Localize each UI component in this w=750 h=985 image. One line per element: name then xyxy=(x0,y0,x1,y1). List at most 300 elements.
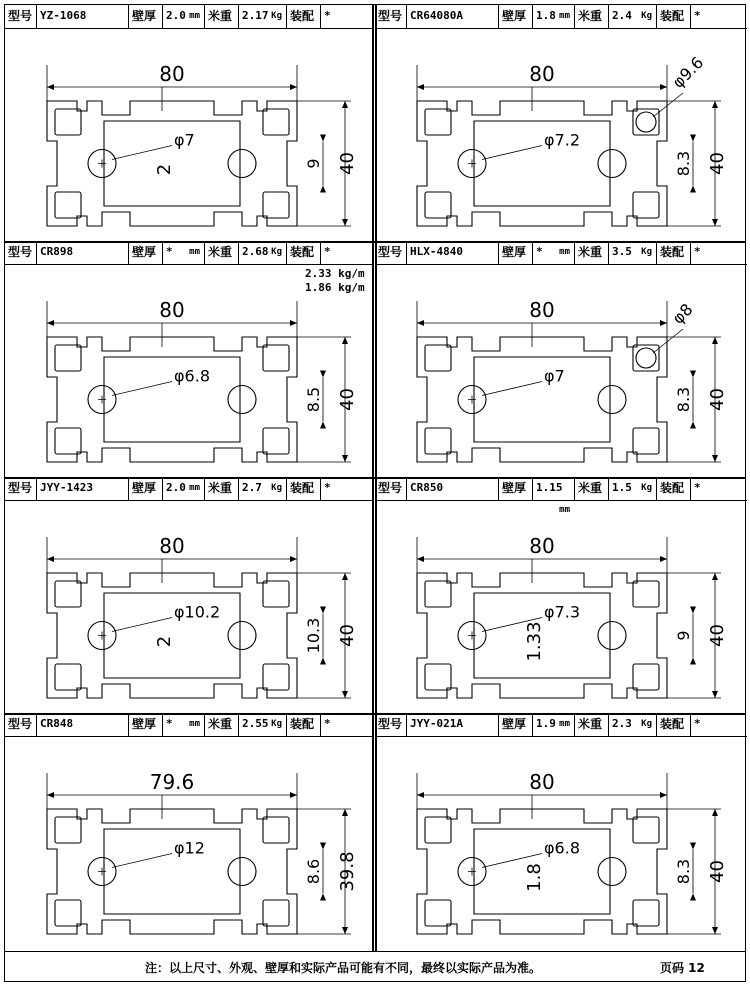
assembly-label-text: 装配 xyxy=(290,245,315,259)
weight-value xyxy=(609,241,657,264)
wall-dimension: 1.33 xyxy=(524,621,545,662)
drawing-area xyxy=(375,29,747,241)
weight-label xyxy=(575,477,609,500)
weight-label-text: 米重 xyxy=(208,717,233,731)
weight-value xyxy=(609,713,657,736)
unit-label: Kg xyxy=(641,483,652,493)
model-label xyxy=(375,241,407,264)
hole-leader xyxy=(112,146,172,160)
assembly-value-text: * xyxy=(694,717,701,730)
weight-label xyxy=(205,241,239,264)
center-mark xyxy=(98,632,106,640)
profile-cell xyxy=(5,477,372,713)
wall-value-text: 1.8 xyxy=(536,9,556,22)
assembly-value xyxy=(691,5,747,28)
unit-label: mm xyxy=(189,11,200,21)
slot-dimension: 8.3 xyxy=(674,386,693,413)
drawing-area xyxy=(375,737,747,951)
corner-cavity xyxy=(633,817,659,843)
assembly-value xyxy=(691,241,747,264)
assembly-value-text: * xyxy=(694,9,701,22)
model-value xyxy=(37,713,129,736)
wall-value-text: 2.0 xyxy=(166,481,186,494)
weight-label-text: 米重 xyxy=(578,9,603,23)
profile-svg xyxy=(375,737,747,951)
profile-drawing xyxy=(47,62,358,226)
assembly-value-text: * xyxy=(324,481,331,494)
hole-dimension: φ7 xyxy=(174,130,195,150)
height-dimension: 40 xyxy=(707,624,728,647)
unit-label: Kg xyxy=(271,719,282,729)
corner-hole xyxy=(636,348,656,368)
corner-cavity xyxy=(263,428,289,454)
unit-label: Kg xyxy=(641,11,652,21)
wall-label xyxy=(499,241,533,264)
center-cavity xyxy=(474,121,610,206)
corner-cavity xyxy=(263,817,289,843)
slot-dimension: 8.5 xyxy=(304,386,323,413)
corner-cavity xyxy=(263,109,289,135)
profile-header xyxy=(375,477,747,515)
wall-value xyxy=(533,713,575,736)
width-dimension: 80 xyxy=(159,534,185,558)
center-mark xyxy=(468,632,476,640)
corner-cavity xyxy=(425,664,451,690)
profile-header xyxy=(5,713,372,737)
profile-svg xyxy=(375,29,747,241)
width-dimension: 80 xyxy=(529,534,555,558)
unit-label: mm xyxy=(559,719,570,729)
wall-value-text: 1.15 xyxy=(536,481,563,494)
profile-svg xyxy=(375,501,747,713)
drawing-area xyxy=(5,29,372,241)
profile-outline xyxy=(47,809,297,934)
model-value xyxy=(37,5,129,28)
wall-label-text: 壁厚 xyxy=(132,481,157,495)
model-label xyxy=(375,713,407,736)
model-value-text: JYY-021A xyxy=(410,717,463,730)
slot-dimension: 9 xyxy=(304,158,323,169)
weight-value-text: 2.7 xyxy=(242,481,262,494)
corner-cavity xyxy=(425,109,451,135)
weight-value xyxy=(609,477,657,500)
footer-note: 注：以上尺寸、外观、壁厚和实际产品可能有不同，最终以实际产品为准。 xyxy=(145,961,542,975)
profile-drawing xyxy=(47,770,358,934)
wall-value-text: 1.9 xyxy=(536,717,556,730)
model-label-text: 型号 xyxy=(8,717,33,731)
hole-dimension: φ6.8 xyxy=(174,366,210,386)
assembly-label xyxy=(657,713,691,736)
weight-value-text: 2.17 xyxy=(242,9,269,22)
column-divider xyxy=(375,5,377,951)
wall-value-text: 2.0 xyxy=(166,9,186,22)
model-value-text: CR898 xyxy=(40,245,74,258)
weight-value-text: 3.5 xyxy=(612,245,632,258)
assembly-value xyxy=(691,713,747,736)
corner-cavity xyxy=(425,428,451,454)
drawing-area xyxy=(375,265,747,477)
weight-label-text: 米重 xyxy=(578,717,603,731)
model-label-text: 型号 xyxy=(378,717,403,731)
profile-header xyxy=(375,241,747,265)
profile-outline xyxy=(47,337,297,462)
weight-label xyxy=(205,477,239,500)
wall-label-text: 壁厚 xyxy=(132,717,157,731)
assembly-value xyxy=(691,477,747,500)
wall-dimension: 2 xyxy=(154,163,175,176)
screw-hole xyxy=(598,858,626,886)
height-dimension: 39.8 xyxy=(337,851,358,892)
model-value xyxy=(407,5,499,28)
screw-hole xyxy=(228,386,256,414)
corner-cavity xyxy=(633,345,659,371)
corner-cavity xyxy=(263,900,289,926)
corner-cavity xyxy=(425,192,451,218)
wall-label-text: 壁厚 xyxy=(502,717,527,731)
page-number: 页码 12 xyxy=(660,961,705,975)
footer xyxy=(5,951,745,981)
profile-drawing xyxy=(417,534,728,698)
corner-cavity xyxy=(633,664,659,690)
weight-value xyxy=(239,241,287,264)
corner-cavity xyxy=(55,428,81,454)
corner-cavity xyxy=(425,345,451,371)
wall-value xyxy=(163,241,205,264)
slot-dimension: 10.3 xyxy=(304,617,323,654)
height-dimension: 40 xyxy=(337,388,358,411)
column-divider xyxy=(372,5,374,951)
drawing-area xyxy=(5,737,372,951)
alt-weights xyxy=(305,267,365,295)
assembly-label-text: 装配 xyxy=(660,245,685,259)
model-value xyxy=(407,241,499,264)
wall-label xyxy=(129,713,163,736)
wall-value-text: * xyxy=(536,245,543,258)
center-mark xyxy=(468,160,476,168)
model-label-text: 型号 xyxy=(378,245,403,259)
assembly-label xyxy=(657,241,691,264)
weight-label xyxy=(205,5,239,28)
hole-dimension: φ7 xyxy=(544,366,565,386)
width-dimension: 80 xyxy=(529,298,555,322)
assembly-label xyxy=(287,241,321,264)
corner-cavity xyxy=(55,581,81,607)
corner-cavity xyxy=(633,428,659,454)
height-dimension: 40 xyxy=(337,624,358,647)
profile-svg xyxy=(5,501,372,713)
corner-cavity xyxy=(425,900,451,926)
weight-label xyxy=(575,5,609,28)
wall-label-text: 壁厚 xyxy=(502,9,527,23)
center-mark xyxy=(468,868,476,876)
weight-label xyxy=(575,713,609,736)
slot-dimension: 8.6 xyxy=(304,858,323,885)
wall-label xyxy=(129,241,163,264)
weight-label-text: 米重 xyxy=(208,481,233,495)
wall-label-text: 壁厚 xyxy=(502,481,527,495)
hole-dimension: φ10.2 xyxy=(174,602,221,622)
screw-hole xyxy=(228,622,256,650)
center-cavity xyxy=(104,121,240,206)
model-value xyxy=(37,241,129,264)
center-cavity xyxy=(104,357,240,442)
assembly-value-text: * xyxy=(694,245,701,258)
corner-hole-leader xyxy=(653,93,683,117)
weight-value-text: 2.4 xyxy=(612,9,632,22)
profile-cell xyxy=(375,5,747,241)
corner-cavity xyxy=(55,345,81,371)
center-mark xyxy=(98,160,106,168)
weight-value xyxy=(239,477,287,500)
model-label xyxy=(375,477,407,500)
width-dimension: 79.6 xyxy=(149,770,195,794)
slot-dimension: 8.3 xyxy=(674,150,693,177)
model-value-text: JYY-1423 xyxy=(40,481,93,494)
assembly-label xyxy=(287,477,321,500)
model-label xyxy=(5,477,37,500)
height-dimension: 40 xyxy=(707,388,728,411)
profile-header xyxy=(375,5,747,29)
assembly-label-text: 装配 xyxy=(290,9,315,23)
wall-label-text: 壁厚 xyxy=(132,245,157,259)
profile-outline xyxy=(417,337,667,462)
weight-value xyxy=(239,5,287,28)
profile-outline xyxy=(417,101,667,226)
alt-weight: 2.33 kg/m xyxy=(305,267,365,280)
unit-label: mm xyxy=(189,247,200,257)
screw-hole xyxy=(598,386,626,414)
hole-leader xyxy=(112,382,172,396)
screw-hole xyxy=(598,150,626,178)
profile-drawing xyxy=(417,53,728,226)
slot-dimension: 8.3 xyxy=(674,858,693,885)
assembly-label-text: 装配 xyxy=(290,717,315,731)
weight-label-text: 米重 xyxy=(578,481,603,495)
model-label-text: 型号 xyxy=(8,481,33,495)
corner-cavity xyxy=(263,581,289,607)
wall-value xyxy=(163,713,205,736)
corner-cavity xyxy=(633,581,659,607)
wall-value xyxy=(533,241,575,264)
corner-cavity xyxy=(633,109,659,135)
center-mark xyxy=(98,396,106,404)
model-value-text: YZ-1068 xyxy=(40,9,87,22)
alt-weight: 1.86 kg/m xyxy=(305,281,365,294)
weight-value-text: 2.3 xyxy=(612,717,632,730)
model-label xyxy=(5,241,37,264)
wall-value xyxy=(533,5,575,28)
profile-outline xyxy=(47,573,297,698)
assembly-value-text: * xyxy=(694,481,701,494)
width-dimension: 80 xyxy=(529,62,555,86)
unit-label: Kg xyxy=(641,247,652,257)
wall-label xyxy=(499,5,533,28)
hole-dimension: φ7.2 xyxy=(544,130,580,150)
wall-dimension: 2 xyxy=(154,635,175,648)
hole-leader xyxy=(112,618,172,632)
assembly-value xyxy=(321,241,372,264)
catalog-sheet xyxy=(4,4,746,982)
assembly-value xyxy=(321,477,372,500)
profile-svg xyxy=(375,265,747,477)
profile-drawing xyxy=(47,298,358,462)
profile-header xyxy=(5,477,372,501)
profile-drawing xyxy=(417,770,728,934)
profile-drawing xyxy=(47,534,358,698)
slot-dimension: 9 xyxy=(674,630,693,641)
assembly-label-text: 装配 xyxy=(290,481,315,495)
wall-label-text: 壁厚 xyxy=(132,9,157,23)
wall-value-text: * xyxy=(166,717,173,730)
wall-value xyxy=(163,5,205,28)
corner-cavity xyxy=(55,192,81,218)
center-cavity xyxy=(474,357,610,442)
profile-outline xyxy=(47,101,297,226)
wall-value-text: * xyxy=(166,245,173,258)
unit-label: mm xyxy=(189,719,200,729)
unit-label: mm xyxy=(559,247,570,257)
assembly-label xyxy=(657,477,691,500)
assembly-value xyxy=(321,713,372,736)
assembly-value-text: * xyxy=(324,9,331,22)
weight-value-text: 2.68 xyxy=(242,245,269,258)
profile-cell xyxy=(5,5,372,241)
wall-label xyxy=(499,477,533,500)
corner-cavity xyxy=(55,817,81,843)
hole-leader xyxy=(482,146,542,160)
unit-label: Kg xyxy=(271,11,282,21)
corner-cavity xyxy=(633,192,659,218)
width-dimension: 80 xyxy=(529,770,555,794)
model-label xyxy=(375,5,407,28)
assembly-label xyxy=(287,5,321,28)
unit-label: Kg xyxy=(271,247,282,257)
profile-cell xyxy=(375,477,747,713)
hole-dimension: φ12 xyxy=(174,838,205,858)
wall-dimension: 1.8 xyxy=(524,863,545,892)
wall-label-text: 壁厚 xyxy=(502,245,527,259)
corner-cavity xyxy=(425,581,451,607)
corner-hole-leader xyxy=(653,329,683,353)
hole-dimension: φ6.8 xyxy=(544,838,580,858)
corner-hole xyxy=(636,112,656,132)
assembly-label-text: 装配 xyxy=(660,717,685,731)
model-label-text: 型号 xyxy=(378,9,403,23)
model-value-text: CR850 xyxy=(410,481,444,494)
hole-leader xyxy=(482,382,542,396)
assembly-value-text: * xyxy=(324,245,331,258)
hole-dimension: φ7.3 xyxy=(544,602,580,622)
profile-svg xyxy=(5,29,372,241)
corner-cavity xyxy=(425,817,451,843)
wall-label xyxy=(129,477,163,500)
profile-cell xyxy=(375,713,747,951)
drawing-area xyxy=(5,265,372,477)
width-dimension: 80 xyxy=(159,62,185,86)
corner-hole-dimension: φ8 xyxy=(668,299,697,328)
profile-cell xyxy=(375,241,747,477)
model-value-text: CR64080A xyxy=(410,9,463,22)
assembly-label xyxy=(287,713,321,736)
wall-label xyxy=(129,5,163,28)
assembly-label xyxy=(657,5,691,28)
center-cavity xyxy=(104,829,240,914)
model-value-text: HLX-4840 xyxy=(410,245,463,258)
model-value xyxy=(407,477,499,500)
center-mark xyxy=(468,396,476,404)
assembly-value-text: * xyxy=(324,717,331,730)
wall-value xyxy=(163,477,205,500)
drawing-area xyxy=(5,501,372,713)
corner-cavity xyxy=(633,900,659,926)
profile-drawing xyxy=(417,298,728,462)
weight-value xyxy=(239,713,287,736)
weight-label-text: 米重 xyxy=(208,9,233,23)
profile-header xyxy=(5,241,372,265)
model-value xyxy=(407,713,499,736)
weight-label-text: 米重 xyxy=(208,245,233,259)
weight-value-text: 1.5 xyxy=(612,481,632,494)
model-label-text: 型号 xyxy=(8,245,33,259)
assembly-value xyxy=(321,5,372,28)
height-dimension: 40 xyxy=(707,860,728,883)
wall-label xyxy=(499,713,533,736)
unit-label: Kg xyxy=(641,719,652,729)
corner-cavity xyxy=(263,664,289,690)
width-dimension: 80 xyxy=(159,298,185,322)
assembly-label-text: 装配 xyxy=(660,481,685,495)
wall-value xyxy=(533,477,575,515)
profile-svg xyxy=(5,265,372,477)
screw-hole xyxy=(598,622,626,650)
weight-value-text: 2.55 xyxy=(242,717,269,730)
model-label-text: 型号 xyxy=(378,481,403,495)
weight-label xyxy=(575,241,609,264)
corner-cavity xyxy=(55,900,81,926)
model-label-text: 型号 xyxy=(8,9,33,23)
center-mark xyxy=(98,868,106,876)
corner-cavity xyxy=(55,109,81,135)
hole-leader xyxy=(112,854,172,868)
corner-cavity xyxy=(263,345,289,371)
unit-label: Kg xyxy=(271,483,282,493)
unit-label: mm xyxy=(559,505,570,515)
unit-label: mm xyxy=(559,11,570,21)
corner-hole-dimension: φ9.6 xyxy=(668,52,708,92)
height-dimension: 40 xyxy=(337,152,358,175)
profile-cell xyxy=(5,241,372,477)
corner-cavity xyxy=(263,192,289,218)
assembly-label-text: 装配 xyxy=(660,9,685,23)
height-dimension: 40 xyxy=(707,152,728,175)
weight-label xyxy=(205,713,239,736)
weight-label-text: 米重 xyxy=(578,245,603,259)
weight-value xyxy=(609,5,657,28)
screw-hole xyxy=(228,858,256,886)
profile-svg xyxy=(5,737,372,951)
profile-cell xyxy=(5,713,372,951)
profile-header xyxy=(5,5,372,29)
model-label xyxy=(5,713,37,736)
model-label xyxy=(5,5,37,28)
unit-label: mm xyxy=(189,483,200,493)
model-value xyxy=(37,477,129,500)
corner-cavity xyxy=(55,664,81,690)
screw-hole xyxy=(228,150,256,178)
model-value-text: CR848 xyxy=(40,717,74,730)
profile-header xyxy=(375,713,747,737)
drawing-area xyxy=(375,501,747,713)
